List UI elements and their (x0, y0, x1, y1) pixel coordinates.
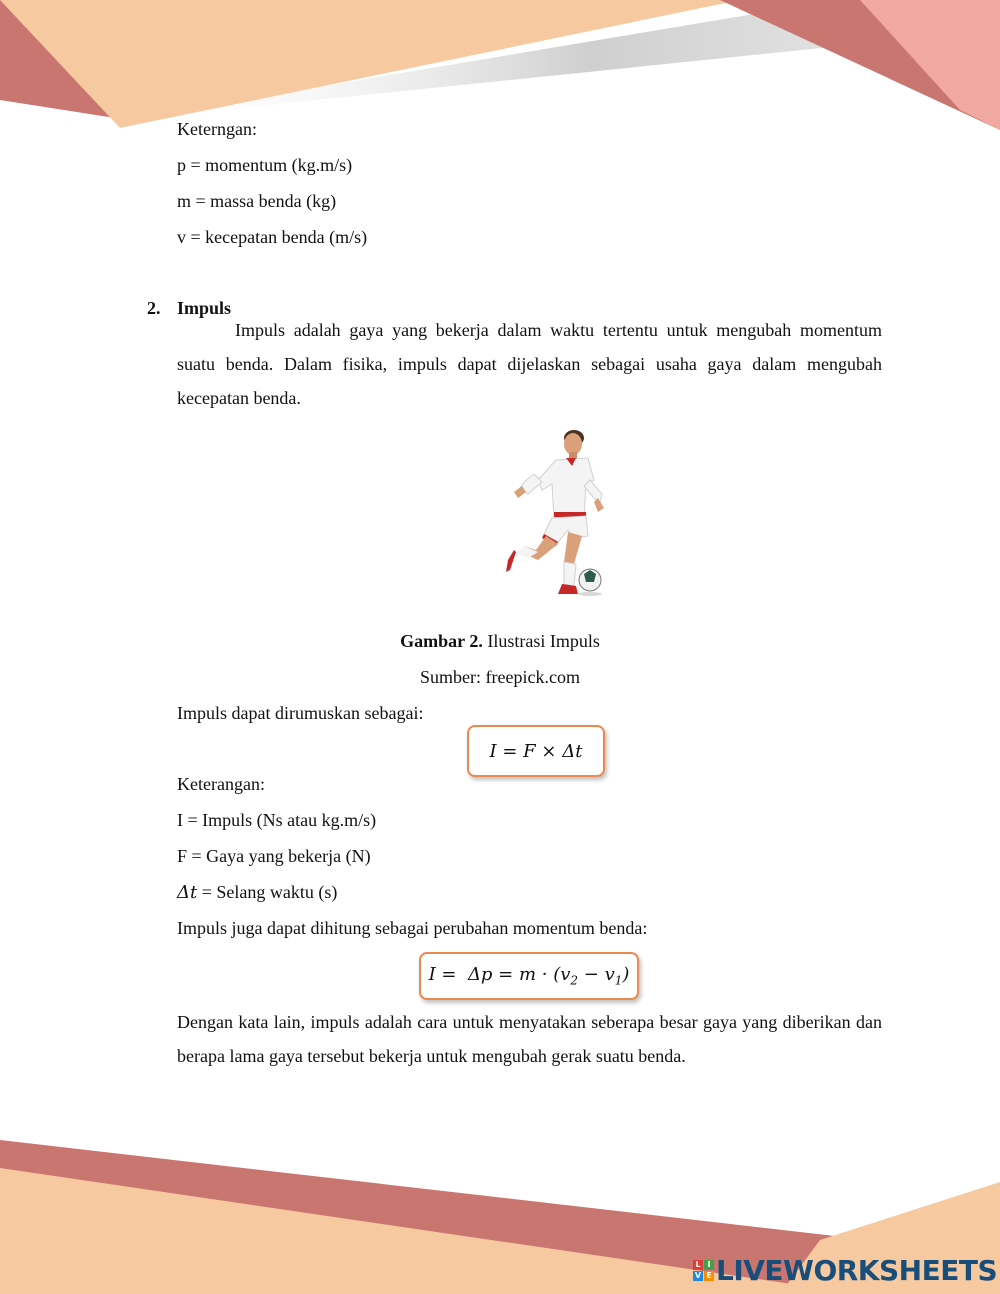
section-intro-paragraph: Impuls adalah gaya yang bekerja dalam waktu tertentu untuk mengubah momentum suatu benda. Dalam fisika, impuls dapat dijelaskan sebagai usaha gaya dalam mengubah kecepatan benda. (177, 320, 882, 408)
delta-t-symbol: Δt (177, 882, 198, 903)
soccer-player-illustration (498, 424, 614, 600)
figure-caption-text: Ilustrasi Impuls (487, 631, 600, 651)
delta-t-text: = Selang waktu (s) (197, 882, 338, 902)
momentum-legend-title: Keterngan: (177, 119, 257, 139)
section-number: 2. (147, 298, 161, 318)
formula-box-impulse (467, 725, 605, 777)
impuls-legend-title: Keterangan: (177, 774, 265, 794)
figure-source: Sumber: freepick.com (420, 667, 580, 687)
impuls-legend-item (177, 881, 337, 904)
formula-impulse: I = F × Δt (489, 740, 583, 762)
momentum-legend-item: v = kecepatan benda (m/s) (177, 227, 368, 247)
formula-momentum-change: $I = \Delta p = m \cdot (v_2 - v_1)$ (428, 964, 630, 988)
liveworksheets-name: LIVEWORKSHEETS (716, 1253, 998, 1287)
liveworksheets-brand[interactable] (693, 1253, 997, 1287)
momentum-legend-item: p = momentum (kg.m/s) (177, 155, 353, 175)
formula-intro: Impuls dapat dirumuskan sebagai: (177, 703, 424, 723)
figure-label: Gambar 2. (400, 631, 483, 651)
conclusion-paragraph: Dengan kata lain, impuls adalah cara untuk menyatakan seberapa besar gaya yang diberikan dan berapa lama gaya tersebut bekerja untuk mengubah gerak suatu benda. (177, 1012, 882, 1066)
impuls-legend-item: F = Gaya yang bekerja (N) (177, 846, 371, 866)
formula-box-momentum-change (419, 952, 639, 1000)
formula2-intro: Impuls juga dapat dihitung sebagai perubahan momentum benda: (177, 918, 648, 938)
momentum-legend-item: m = massa benda (kg) (177, 191, 337, 211)
impuls-legend-item: I = Impuls (Ns atau kg.m/s) (177, 810, 377, 830)
figure-caption (0, 630, 1000, 652)
liveworksheets-logo-icon: L I V E (693, 1260, 714, 1281)
section-title: Impuls (177, 298, 232, 318)
